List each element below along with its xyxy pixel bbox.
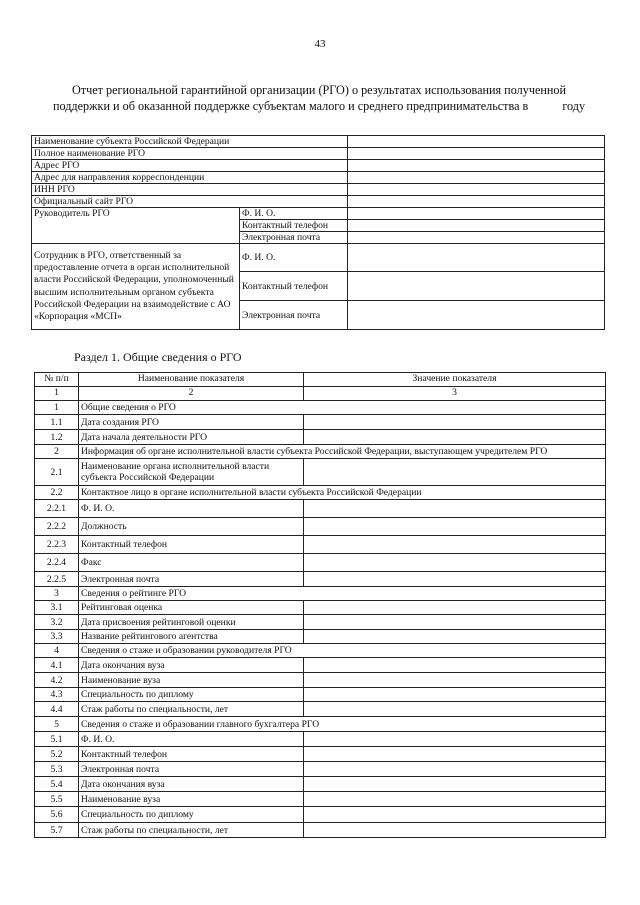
row-number: 1.2 [35, 430, 79, 445]
table-row [35, 486, 606, 500]
table-row [35, 747, 606, 762]
info-site-label: Официальный сайт РГО [32, 196, 348, 208]
header-num: № п/п [35, 373, 79, 387]
section-title: Раздел 1. Общие сведения о РГО [74, 350, 242, 364]
row-value[interactable] [304, 415, 606, 430]
header-col-2: 2 [79, 387, 304, 401]
info-mail-address-label: Адрес для направления корреспонденции [32, 172, 348, 184]
header-col-3: 3 [304, 387, 606, 401]
row-number: 4.3 [35, 688, 79, 702]
row-label: Дата окончания вуза [79, 777, 304, 792]
info-head-label: Руководитель РГО [32, 208, 240, 244]
row-number: 3.2 [35, 615, 79, 630]
info-head-phone-value[interactable] [348, 220, 605, 232]
table-row [35, 587, 606, 601]
info-full-name-value[interactable] [348, 148, 605, 160]
table-row [35, 644, 606, 658]
row-number: 4.2 [35, 673, 79, 688]
info-address-value[interactable] [348, 160, 605, 172]
table-row [35, 459, 606, 486]
row-label: Ф. И. О. [79, 500, 304, 518]
row-value[interactable] [304, 518, 606, 536]
row-value[interactable] [304, 702, 606, 717]
table-row [35, 732, 606, 747]
row-number: 5 [35, 717, 79, 732]
page-number: 43 [314, 38, 326, 50]
table-row [35, 601, 606, 615]
info-employee-fio-value[interactable] [348, 244, 605, 272]
row-value[interactable] [304, 747, 606, 762]
row-value[interactable] [304, 807, 606, 823]
title-line-1: Отчет региональной гарантийной организации (РГО) о результатах использования полученной [71, 83, 567, 97]
row-number: 2 [35, 445, 79, 459]
row-number: 5.6 [35, 807, 79, 823]
row-label: Наименование вуза [79, 673, 304, 688]
table-row [35, 673, 606, 688]
row-value[interactable] [304, 673, 606, 688]
row-label: Сведения о рейтинге РГО [79, 587, 606, 601]
row-number: 5.1 [35, 732, 79, 747]
table-row [35, 777, 606, 792]
row-label: Дата начала деятельности РГО [79, 430, 304, 445]
header-col-1: 1 [35, 387, 79, 401]
info-employee-phone-value[interactable] [348, 272, 605, 301]
info-head-fio-label: Ф. И. О. [240, 208, 348, 220]
row-label: Электронная почта [79, 762, 304, 777]
row-label: Контактный телефон [79, 536, 304, 554]
table-row [35, 630, 606, 644]
title-line-2b: году [562, 99, 586, 113]
row-label: Стаж работы по специальности, лет [79, 823, 304, 838]
title-line-2 [34, 98, 604, 114]
row-number: 2.2.3 [35, 536, 79, 554]
row-value[interactable] [304, 572, 606, 587]
row-value[interactable] [304, 762, 606, 777]
row-number: 1.1 [35, 415, 79, 430]
row-value[interactable] [304, 601, 606, 615]
info-mail-address-value[interactable] [348, 172, 605, 184]
table-row [35, 658, 606, 673]
info-subject-value[interactable] [348, 136, 605, 148]
table-row [35, 792, 606, 807]
row-number: 2.2.4 [35, 554, 79, 572]
row-number: 2.2.5 [35, 572, 79, 587]
table-row [35, 430, 606, 445]
row-number: 1 [35, 401, 79, 415]
table-row [35, 536, 606, 554]
rgo-info-table [31, 135, 605, 330]
table-row [35, 702, 606, 717]
row-value[interactable] [304, 630, 606, 644]
title-line-2a: поддержки и об оказанной поддержке субъектам малого и среднего предпринимательства в [52, 99, 529, 113]
table-row [35, 807, 606, 823]
row-value[interactable] [304, 500, 606, 518]
row-number: 5.3 [35, 762, 79, 777]
table-row [35, 615, 606, 630]
info-employee-fio-label: Ф. И. О. [240, 244, 348, 272]
info-employee-label: Сотрудник в РГО, ответственный за предоставление отчета в орган исполнительной власти Российской Федерации, уполномоченный высшим исполнительным органом субъекта Российской Федерации на взаимодействие с АО «Корпорация «МСП» [32, 244, 240, 330]
row-label: Стаж работы по специальности, лет [79, 702, 304, 717]
row-label: Сведения о стаже и образовании руководителя РГО [79, 644, 606, 658]
table-row [35, 572, 606, 587]
info-subject-label: Наименование субъекта Российской Федерации [32, 136, 348, 148]
row-label: Рейтинговая оценка [79, 601, 304, 615]
general-info-table [34, 372, 606, 838]
row-number: 3.1 [35, 601, 79, 615]
row-label: Наименование вуза [79, 792, 304, 807]
info-employee-phone-label: Контактный телефон [240, 272, 348, 301]
info-head-email-value[interactable] [348, 232, 605, 244]
info-head-email-label: Электронная почта [240, 232, 348, 244]
table-row [35, 445, 606, 459]
row-value[interactable] [304, 658, 606, 673]
row-label: Специальность по диплому [79, 688, 304, 702]
row-value[interactable] [304, 792, 606, 807]
row-value[interactable] [304, 615, 606, 630]
table-row [35, 500, 606, 518]
info-head-phone-label: Контактный телефон [240, 220, 348, 232]
row-label: Сведения о стаже и образовании главного бухгалтера РГО [79, 717, 606, 732]
row-value[interactable] [304, 777, 606, 792]
row-label: Название рейтингового агентства [79, 630, 304, 644]
row-label: Общие сведения о РГО [79, 401, 606, 415]
table-row [35, 717, 606, 732]
info-head-fio-value[interactable] [348, 208, 605, 220]
info-address-label: Адрес РГО [32, 160, 348, 172]
header-name: Наименование показателя [79, 373, 304, 387]
row-number: 3.3 [35, 630, 79, 644]
table-row [35, 823, 606, 838]
row-value[interactable] [304, 430, 606, 445]
table-row [35, 415, 606, 430]
row-number: 2.2 [35, 486, 79, 500]
row-label: Должность [79, 518, 304, 536]
row-number: 4.4 [35, 702, 79, 717]
row-number: 4.1 [35, 658, 79, 673]
info-inn-label: ИНН РГО [32, 184, 348, 196]
row-label: Контактное лицо в органе исполнительной власти субъекта Российской Федерации [79, 486, 606, 500]
row-value[interactable] [304, 554, 606, 572]
info-full-name-label: Полное наименование РГО [32, 148, 348, 160]
row-value[interactable] [304, 459, 606, 486]
table-row [35, 688, 606, 702]
table-row [35, 762, 606, 777]
row-number: 5.7 [35, 823, 79, 838]
row-label: Наименование органа исполнительной власти субъекта Российской Федерации [79, 459, 304, 486]
info-site-value[interactable] [348, 196, 605, 208]
info-employee-email-label: Электронная почта [240, 301, 348, 330]
info-employee-email-value[interactable] [348, 301, 605, 330]
row-label: Факс [79, 554, 304, 572]
row-value[interactable] [304, 732, 606, 747]
row-value[interactable] [304, 688, 606, 702]
report-title [34, 82, 604, 114]
table-row [35, 518, 606, 536]
table-row [35, 554, 606, 572]
info-inn-value[interactable] [348, 184, 605, 196]
table-row [35, 401, 606, 415]
row-number: 2.1 [35, 459, 79, 486]
row-number: 4 [35, 644, 79, 658]
row-number: 5.4 [35, 777, 79, 792]
row-label: Информация об органе исполнительной власти субъекта Российской Федерации, выступающем учредителем РГО [79, 445, 606, 459]
row-number: 5.2 [35, 747, 79, 762]
row-value[interactable] [304, 823, 606, 838]
header-value: Значение показателя [304, 373, 606, 387]
row-number: 2.2.2 [35, 518, 79, 536]
row-value[interactable] [304, 536, 606, 554]
row-number: 3 [35, 587, 79, 601]
row-label: Электронная почта [79, 572, 304, 587]
row-number: 5.5 [35, 792, 79, 807]
row-label: Дата создания РГО [79, 415, 304, 430]
row-label: Дата окончания вуза [79, 658, 304, 673]
row-label: Специальность по диплому [79, 807, 304, 823]
row-label: Ф. И. О. [79, 732, 304, 747]
row-label: Дата присвоения рейтинговой оценки [79, 615, 304, 630]
row-label: Контактный телефон [79, 747, 304, 762]
row-number: 2.2.1 [35, 500, 79, 518]
